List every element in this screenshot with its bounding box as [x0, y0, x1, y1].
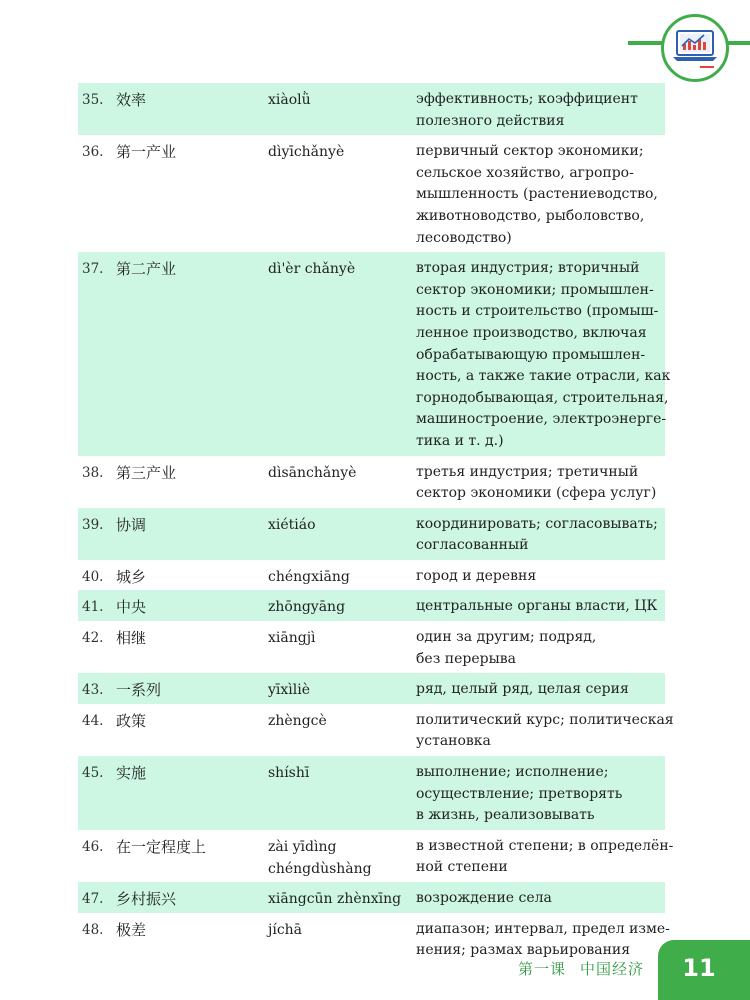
entry-pinyin [268, 560, 416, 591]
entry-translation [416, 882, 661, 913]
entry-number: 46. [82, 838, 104, 855]
entry-translation [416, 830, 674, 882]
entry-hanzi: 乡村振兴 [116, 890, 177, 908]
entry-number: 35. [82, 92, 104, 108]
vocab-row [78, 135, 665, 252]
pinyin-line: yīxìliè [268, 682, 310, 699]
translation-line: город и деревня [416, 567, 537, 584]
pinyin-line: xiàolǜ [268, 92, 311, 108]
translation-line: ность, а также такие отрасли, как [416, 368, 671, 385]
vocab-row [78, 704, 674, 756]
translation-line: выполнение; исполнение; [416, 764, 609, 781]
translation-line: полезного действия [416, 112, 565, 129]
entry-pinyin [268, 590, 416, 621]
vocab-row [78, 252, 671, 455]
translation-line: тика и т. д.) [416, 432, 504, 449]
pinyin-line: xiāngcūn zhènxīng [268, 891, 402, 907]
entry-pinyin [268, 673, 416, 704]
laptop-chart-icon [661, 14, 729, 82]
entry-pinyin [268, 83, 416, 135]
entry-translation [416, 135, 661, 252]
entry-hanzi: 第二产业 [116, 260, 177, 279]
translation-line: эффективность; коэффициент [416, 91, 638, 107]
entry-translation [416, 621, 661, 673]
vocab-row [78, 560, 665, 591]
translation-line: политический курс; политическая [416, 711, 674, 728]
pinyin-line: zài yīdìng [268, 838, 337, 855]
topic-label: 中国经济 [580, 960, 645, 978]
entry-translation [416, 508, 661, 560]
page-number: 11 [682, 954, 716, 982]
entry-hanzi: 中央 [116, 598, 147, 617]
translation-line: лесоводство) [416, 229, 512, 246]
vocabulary-table [78, 83, 674, 965]
translation-line: один за другим; подряд, [416, 629, 597, 646]
translation-line: первичный сектор экономики; [416, 143, 644, 160]
vocab-row [78, 621, 665, 673]
pinyin-line: dìsānchǎnyè [268, 464, 357, 481]
translation-line: центральные органы власти, ЦК [416, 598, 658, 615]
lesson-label: 第一课 [518, 960, 567, 978]
entry-pinyin [268, 830, 416, 882]
translation-line: без перерыва [416, 650, 516, 667]
pinyin-line: chéngdùshàng [268, 860, 372, 877]
translation-line: машиностроение, электроэнерге- [416, 411, 667, 428]
translation-line: обрабатывающую промышлен- [416, 346, 646, 363]
entry-translation [416, 456, 661, 508]
entry-hanzi: 极差 [116, 920, 147, 939]
entry-pinyin [268, 704, 416, 756]
entry-hanzi: 效率 [116, 91, 147, 109]
page-number-tab [658, 940, 750, 1000]
translation-line: ряд, целый ряд, целая серия [416, 681, 629, 698]
pinyin-line: shíshī [268, 765, 310, 782]
translation-line: вторая индустрия; вторичный [416, 260, 640, 277]
translation-line: мышленность (растениеводство, [416, 186, 658, 203]
vocab-row [78, 756, 665, 830]
translation-line: ной степени [416, 859, 508, 876]
entry-number: 41. [82, 599, 104, 616]
pinyin-line: xiāngjì [268, 630, 316, 647]
entry-translation [416, 704, 674, 756]
translation-line: согласованный [416, 537, 529, 554]
pinyin-line: chéngxiāng [268, 568, 350, 585]
vocab-row [78, 830, 674, 882]
vocab-row [78, 913, 670, 965]
pinyin-line: xiétiáo [268, 516, 316, 533]
entry-pinyin [268, 456, 416, 508]
entry-translation [416, 590, 661, 621]
entry-number: 45. [82, 765, 104, 782]
pinyin-line: zhèngcè [268, 712, 327, 729]
entry-number: 43. [82, 682, 104, 699]
pinyin-line: dì'èr chǎnyè [268, 261, 356, 278]
entry-translation [416, 252, 671, 455]
pinyin-line: dìyīchǎnyè [268, 144, 345, 161]
entry-hanzi: 第一产业 [116, 143, 177, 162]
entry-pinyin [268, 252, 416, 455]
translation-line: третья индустрия; третичный [416, 463, 639, 480]
translation-line: сектор экономики; промышлен- [416, 281, 654, 298]
pinyin-line: jíchā [268, 921, 303, 938]
translation-line: координировать; согласовывать; [416, 515, 658, 532]
entry-number: 44. [82, 712, 104, 729]
entry-pinyin [268, 508, 416, 560]
vocab-row [78, 590, 665, 621]
entry-number: 47. [82, 891, 104, 907]
entry-number: 39. [82, 516, 104, 533]
entry-hanzi: 协调 [116, 515, 147, 534]
entry-translation [416, 83, 661, 135]
entry-hanzi: 一系列 [116, 681, 162, 700]
entry-hanzi: 实施 [116, 764, 147, 783]
entry-pinyin [268, 913, 416, 965]
translation-line: ность и строительство (промыш- [416, 303, 659, 320]
entry-number: 40. [82, 568, 104, 585]
translation-line: осуществление; претворять [416, 785, 623, 802]
pinyin-line: zhōngyāng [268, 599, 346, 616]
vocab-row [78, 83, 665, 135]
translation-line: в известной степени; в определён- [416, 837, 674, 854]
entry-translation [416, 913, 670, 965]
translation-line: ленное производство, включая [416, 324, 647, 341]
entry-translation [416, 560, 661, 591]
vocab-row [78, 508, 665, 560]
entry-translation [416, 756, 661, 830]
entry-number: 38. [82, 464, 104, 481]
entry-hanzi: 政策 [116, 711, 147, 730]
translation-line: установка [416, 733, 491, 750]
entry-hanzi: 第三产业 [116, 463, 177, 482]
translation-line: в жизнь, реализовывать [416, 807, 595, 824]
entry-number: 36. [82, 144, 104, 161]
running-footer [518, 958, 644, 979]
vocab-row [78, 673, 665, 704]
entry-pinyin [268, 621, 416, 673]
translation-line: возрождение села [416, 890, 552, 906]
entry-pinyin [268, 756, 416, 830]
entry-hanzi: 相继 [116, 629, 147, 648]
entry-number: 48. [82, 921, 104, 938]
entry-pinyin [268, 135, 416, 252]
translation-line: диапазон; интервал, предел изме- [416, 920, 670, 937]
translation-line: сельское хозяйство, агропро- [416, 164, 634, 181]
vocab-row [78, 456, 665, 508]
entry-hanzi: 城乡 [116, 567, 147, 586]
translation-line: сектор экономики (сфера услуг) [416, 485, 657, 502]
entry-pinyin [268, 882, 416, 913]
entry-translation [416, 673, 661, 704]
translation-line: горнодобывающая, строительная, [416, 389, 669, 406]
translation-line: животноводство, рыболовство, [416, 207, 645, 224]
entry-number: 42. [82, 630, 104, 647]
translation-line: нения; размах варьирования [416, 942, 631, 959]
entry-number: 37. [82, 261, 104, 278]
vocab-row [78, 882, 665, 913]
entry-hanzi: 在一定程度上 [116, 837, 207, 856]
